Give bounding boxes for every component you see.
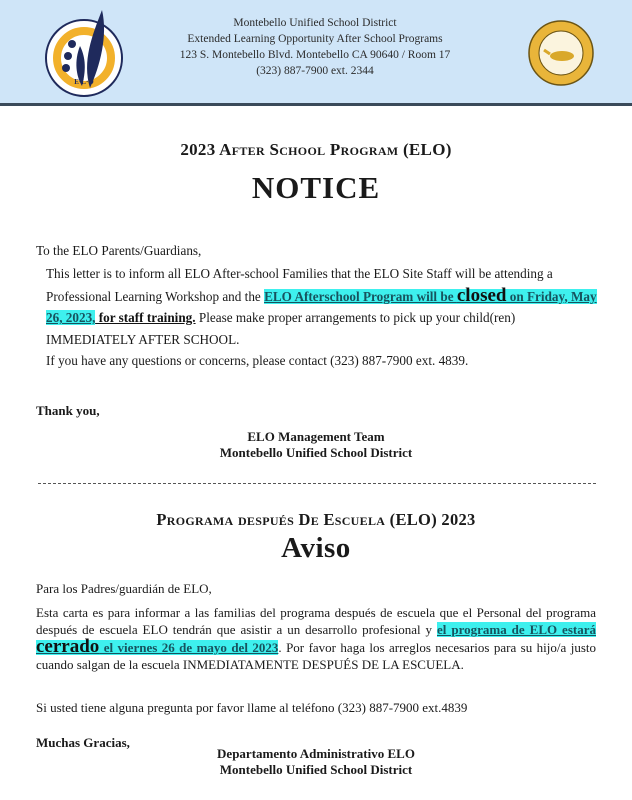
- spanish-contact: Si usted tiene alguna pregunta por favor llame al teléfono (323) 887-7900 ext.4839: [36, 700, 468, 715]
- aviso-title: Aviso: [281, 532, 351, 564]
- signature-district: Montebello Unified School District: [219, 445, 413, 460]
- divider: [38, 483, 596, 484]
- text: el programa de ELO estará: [437, 622, 596, 637]
- spanish-greeting: Para los Padres/guardián de ELO,: [36, 581, 212, 596]
- district-info: [150, 15, 480, 79]
- text: on Friday, May 26, 2023,: [46, 288, 597, 325]
- notice-title: NOTICE: [251, 170, 381, 205]
- address: 123 S. Montebello Blvd. Montebello CA 90640 / Room 17: [179, 49, 451, 61]
- district-seal: [528, 20, 594, 86]
- svg-text:E·L·O: E·L·O: [74, 78, 94, 86]
- staff-training: for staff training.: [95, 310, 196, 325]
- text: Please make proper arrangements to pick up your child(ren) IMMEDIATELY AFTER SCHOOL.: [46, 310, 516, 347]
- program-name: Extended Learning Opportunity After School Programs: [187, 33, 443, 45]
- cerrado-word: cerrado: [36, 636, 100, 657]
- text: This letter is to inform all ELO After-school Families that the ELO Site Staff will be attending a Professional Learning Workshop and the: [46, 266, 553, 304]
- notice-paragraph: [46, 263, 601, 350]
- closed-word: closed: [456, 284, 507, 306]
- district-name: Montebello Unified School District: [233, 17, 397, 29]
- letterhead: [0, 0, 632, 106]
- greeting: To the ELO Parents/Guardians,: [36, 243, 202, 258]
- thanks: Thank you,: [36, 403, 100, 418]
- text: Esta carta es para informar a las familias del programa después de escuela que el Personal del programa después de escuela ELO tendrán que asistir a un desarrollo profesional y: [36, 605, 596, 637]
- spanish-signature-district: Montebello Unified School District: [219, 762, 413, 777]
- aviso-subtitle: Programa después De Escuela (ELO) 2023: [156, 510, 476, 529]
- contact-line: If you have any questions or concerns, please contact (323) 887-7900 ext. 4839.: [46, 353, 469, 368]
- spanish-thanks: Muchas Gracias,: [36, 735, 130, 750]
- notice-subtitle: 2023 After School Program (ELO): [180, 140, 452, 159]
- aviso-paragraph: [36, 604, 596, 673]
- spanish-signature-dept: Departamento Administrativo ELO: [217, 746, 415, 761]
- signature-team: ELO Management Team: [247, 429, 385, 444]
- text: . Por favor haga los arreglos necesarios para su hijo/a justo cuando salgan de la escuela INMEDIATAMENTE DESPUÉS DE LA ESCUELA.: [36, 640, 596, 672]
- elo-logo: [42, 6, 132, 98]
- text: el viernes 26 de mayo del 2023: [99, 640, 279, 655]
- phone: (323) 887-7900 ext. 2344: [256, 65, 374, 77]
- text: ELO Afterschool Program will be: [264, 288, 457, 304]
